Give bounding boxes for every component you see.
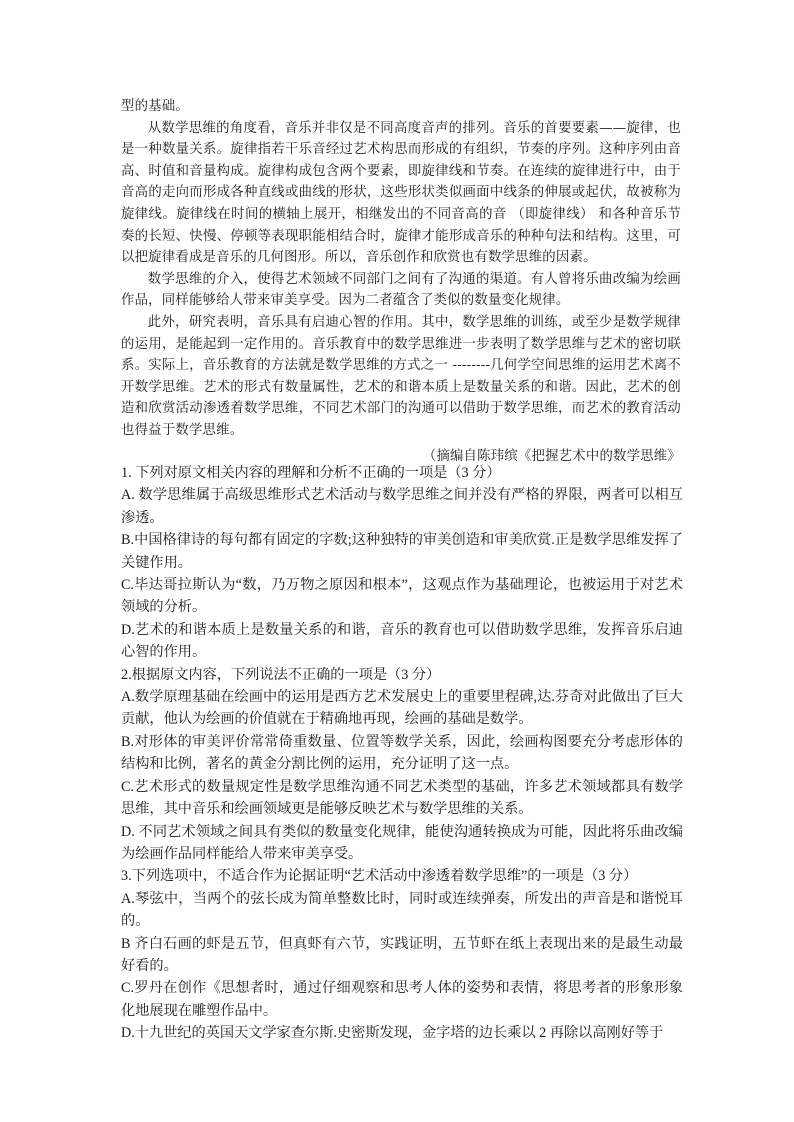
option-a: A.数学原理基础在绘画中的运用是西方艺术发展史上的重要里程碑,达.芬奇对此做出了巨大贡献，他认为绘画的价值就在于精确地再现，绘画的基础是数学。 <box>121 689 683 728</box>
question-list <box>121 462 683 1045</box>
option-b: B.对形体的审美评价常常倚重数量、位置等数学关系，因此，绘画构图要充分考虑形体的结构和比例，著名的黄金分割比例的运用，充分证明了这一点。 <box>121 733 683 773</box>
option-c: C.毕达哥拉斯认为“数，乃万物之原因和根本”，这观点作为基础理论，也被运用于对艺术领域的分析。 <box>121 577 683 616</box>
question-2 <box>121 664 683 866</box>
question-stem: 1. 下列对原文相关内容的理解和分析不正确的一项是（3 分） <box>121 465 501 481</box>
question-stem: 3.下列选项中，不适合作为论据证明“艺术活动中渗透着数学思维”的一项是（3 分） <box>121 868 638 885</box>
option-d: D.艺术的和谐本质上是数量关系的和谐，音乐的教育也可以借助数学思维，发挥音乐启迪心智的作用。 <box>121 621 683 661</box>
passage-paragraph-melody: 从数学思维的角度看，音乐并非仅是不同高度音声的排列。音乐的首要要素——旋律，也是一种数量关系。旋律指若干乐音经过艺术构思而形成的有组织，节奏的序列。这种序列由音高、时值和音量构成。旋律构成包含两个要素，即旋律线和节奏。在连续的旋律进行中，由于音高的走向而形成各种直线或曲线的形状，这些形状类似画面中线条的伸展或起伏，故被称为旋律线。旋律线在时间的横轴上展开，相继发出的不同音高的音 （即旋律线） 和各种音乐节奏的长短、快慢、停顿等表现职能相结合时，旋律才能形成音乐的种种句法和结构。这里，可以把旋律看成是音乐的几何图形。所以，音乐创作和欣赏也有数学思维的因素。 <box>121 120 681 266</box>
option-d: D. 不同艺术领域之间具有类似的数量变化规律，能使沟通转换成为可能，因此将乐曲改编为绘画作品同样能给人带来审美享受。 <box>121 823 683 862</box>
option-a: A. 数学思维属于高级思维形式艺术活动与数学思维之间并没有严格的界限，两者可以相互渗透。 <box>121 487 683 526</box>
option-b: B 齐白石画的虾是五节，但真虾有六节，实践证明，五节虾在纸上表现出来的是最生动最好看的。 <box>121 935 683 974</box>
option-d: D.十九世纪的英国天文学家查尔斯.史密斯发现，金字塔的边长乘以 2 再除以高刚好等于 <box>121 1025 664 1042</box>
passage-paragraph-education: 此外，研究表明，音乐具有启迪心智的作用。其中，数学思维的训练，或至少是数学规律的运用，是能起到一定作用的。音乐教育中的数学思维进一步表明了数学思维与艺术的密切联系。实际上，音乐教育的方法就是数学思维的方式之一 --------几何学空间思维的运用艺术离不开数学思维。艺术的形式有数量属性，艺术的和谐本质上是数量关系的和谐。因此，艺术的创造和欣赏活动渗透着数学思维，不同艺术部门的沟通可以借助于数学思维，而艺术的教育活动也得益于数学思维。 <box>121 314 681 438</box>
option-c: C.艺术形式的数量规定性是数学思维沟通不同艺术类型的基础，许多艺术领域都具有数学思维，其中音乐和绘画领域更是能够反映艺术与数学思维的关系。 <box>121 778 683 818</box>
option-a: A.琴弦中，当两个的弦长成为简单整数比时，同时或连续弹奏，所发出的声音是和谐悦耳的。 <box>121 890 683 930</box>
reading-passage <box>121 96 681 467</box>
question-stem: 2.根据原文内容，下列说法不正确的一项是（3 分） <box>121 666 441 683</box>
option-c: C.罗丹在创作《思想者时，通过仔细观察和思考人体的姿势和表情，将思考者的形象形象化地展现在雕塑作品中。 <box>121 980 683 1019</box>
option-b: B.中国格律诗的每句都有固定的字数;这种独特的审美创造和审美欣赏.正是数学思维发挥了关键作用。 <box>121 532 683 571</box>
question-3 <box>121 865 683 1044</box>
passage-line-continuation: 型的基础。 <box>121 99 189 114</box>
passage-source: （摘编自陈玮缤《把握艺术中的数学思维》 <box>422 448 681 464</box>
passage-paragraph-intervention: 数学思维的介入，使得艺术领域不同部门之间有了沟通的渠道。有人曾将乐曲改编为绘画作品，同样能够给人带来审美享受。因为二者蕴含了类似的数量变化规律。 <box>121 271 681 309</box>
question-1 <box>121 462 683 664</box>
